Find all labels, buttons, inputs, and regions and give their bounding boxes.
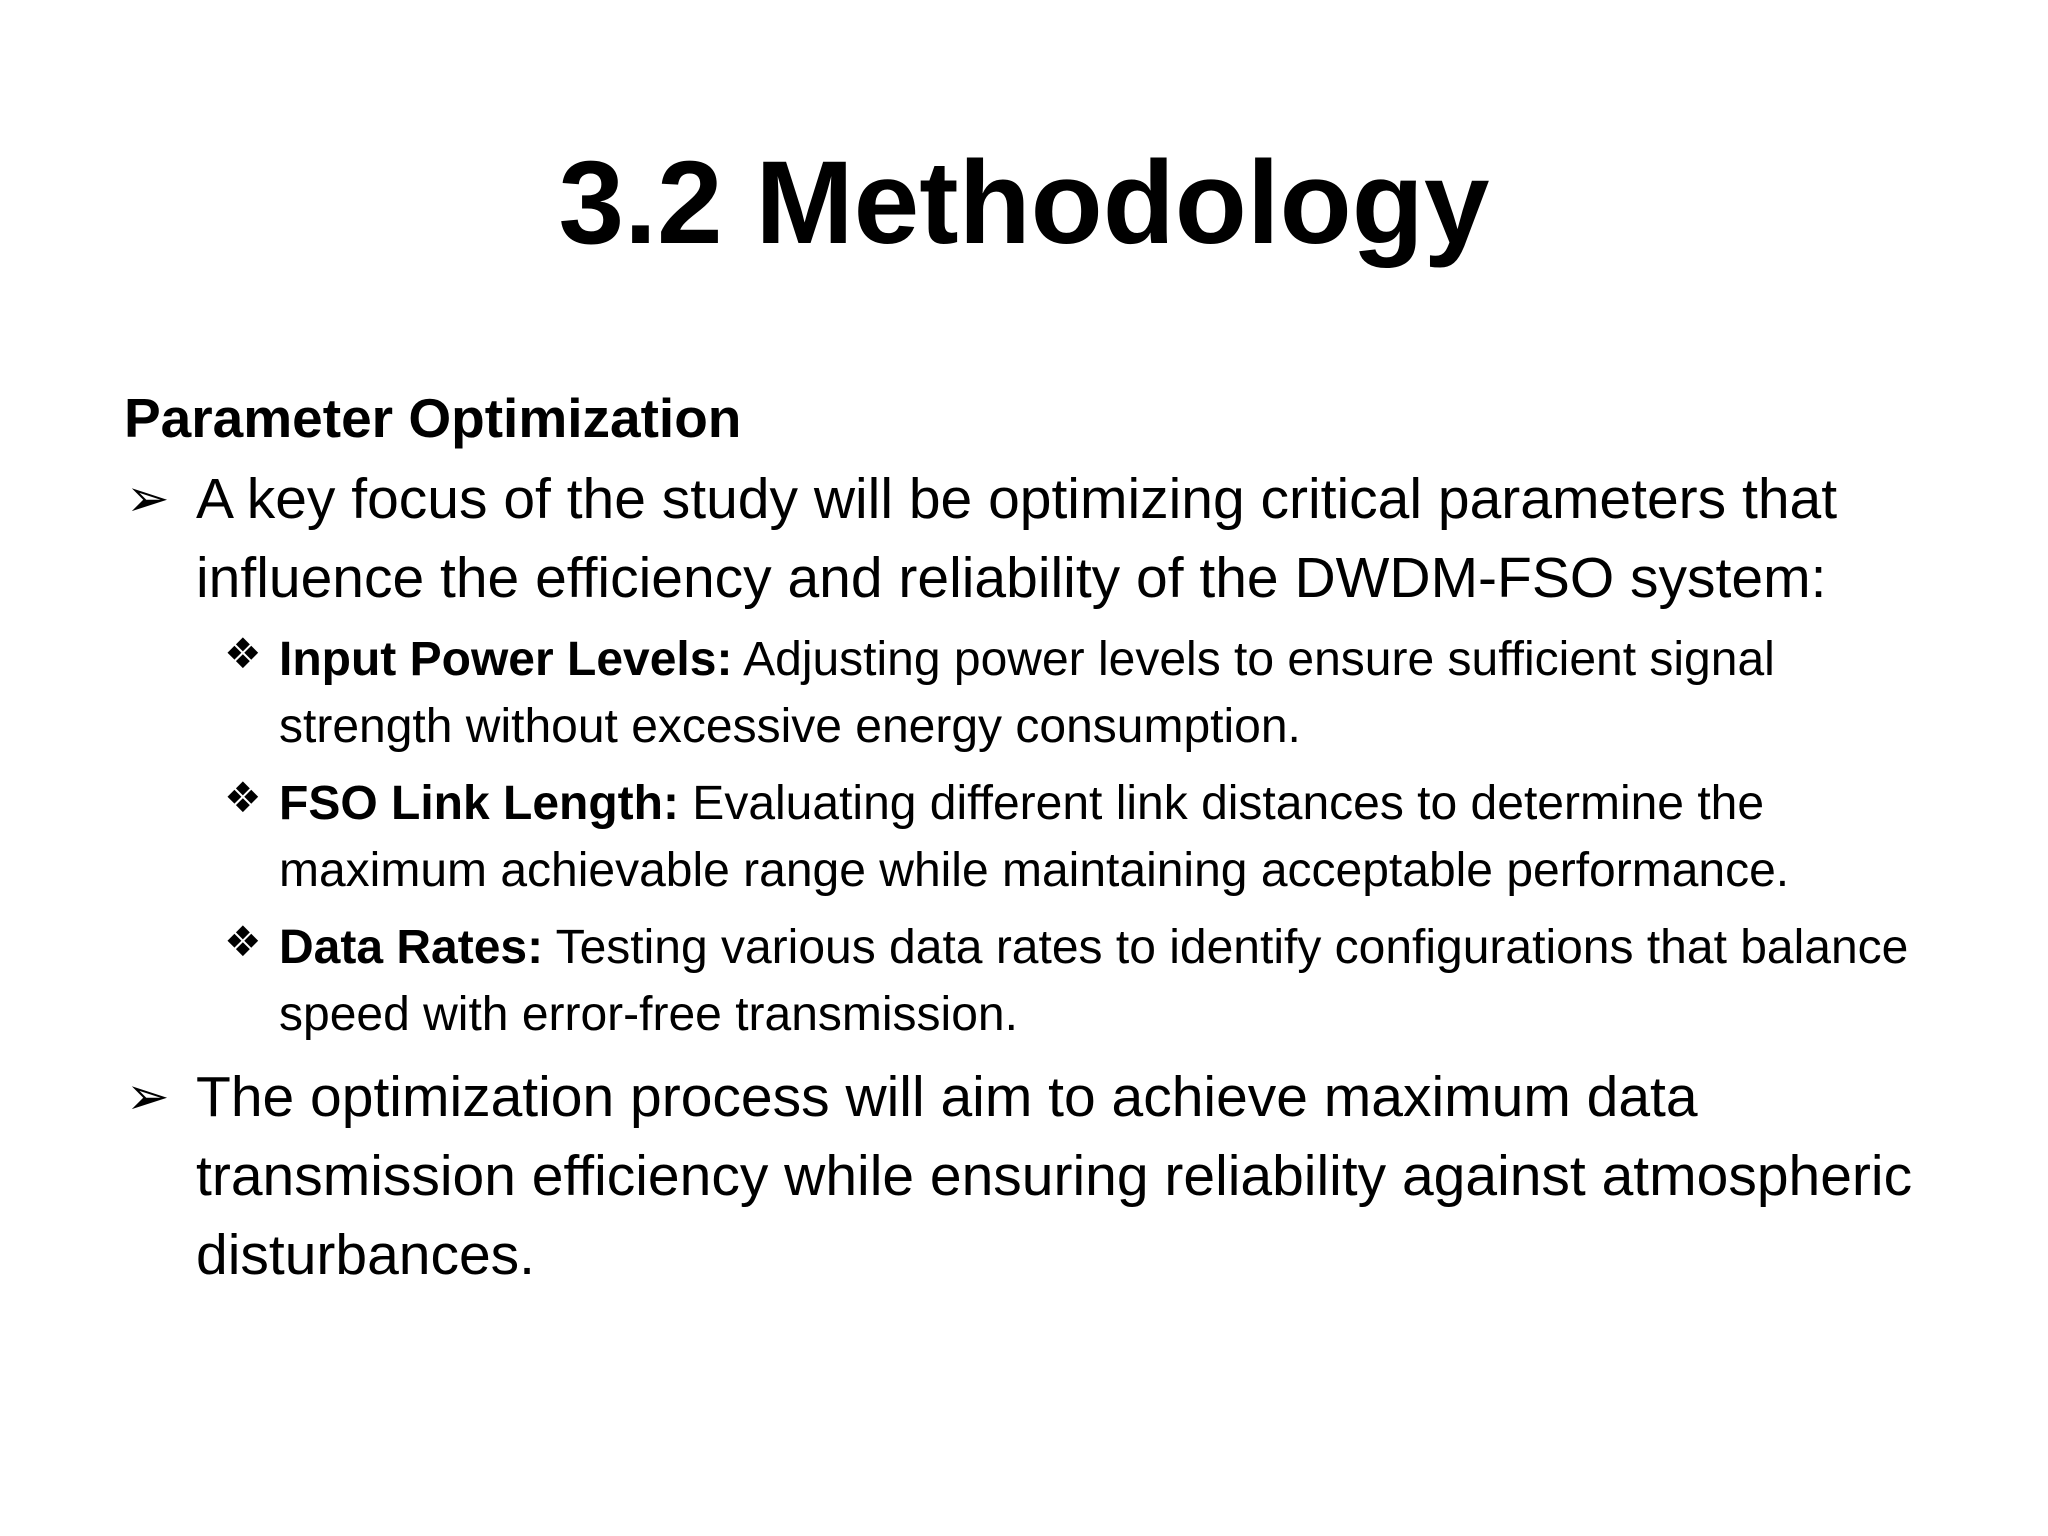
bullet-item <box>124 1058 1954 1295</box>
sub-bullet-term: Input Power Levels: <box>279 633 733 686</box>
arrowhead-bullet-icon: ➢ <box>126 470 170 528</box>
sub-bullet-item <box>124 914 1954 1048</box>
four-diamond-bullet-icon: ❖ <box>224 774 262 821</box>
sub-bullet-term: FSO Link Length: <box>279 777 679 830</box>
slide-title: 3.2 Methodology <box>558 137 1490 269</box>
arrowhead-bullet-icon: ➢ <box>126 1068 170 1126</box>
four-diamond-bullet-icon: ❖ <box>224 918 262 965</box>
bullet-item <box>124 460 1954 618</box>
sub-bullet-text: Testing various data rates to identify configurations that balance speed with error-free transmission. <box>279 921 1909 1041</box>
sub-bullet-text: Adjusting power levels to ensure sufficient signal strength without excessive energy consumption. <box>279 633 1775 753</box>
sub-bullet-list <box>124 626 1954 1048</box>
four-diamond-bullet-icon: ❖ <box>224 630 262 677</box>
bullet-text: A key focus of the study will be optimizing critical parameters that influence the efficiency and reliability of the DWDM-FSO system: <box>196 467 1838 610</box>
section-subheading: Parameter Optimization <box>124 387 742 449</box>
sub-bullet-term: Data Rates: <box>279 921 544 974</box>
slide-content <box>124 380 1954 1301</box>
sub-bullet-text: Evaluating different link distances to determine the maximum achievable range while maintaining acceptable performance. <box>279 777 1790 897</box>
sub-bullet-item <box>124 770 1954 904</box>
sub-bullet-item <box>124 626 1954 760</box>
bullet-text: The optimization process will aim to achieve maximum data transmission efficiency while ensuring reliability against atmospheric disturbances. <box>196 1065 1913 1287</box>
